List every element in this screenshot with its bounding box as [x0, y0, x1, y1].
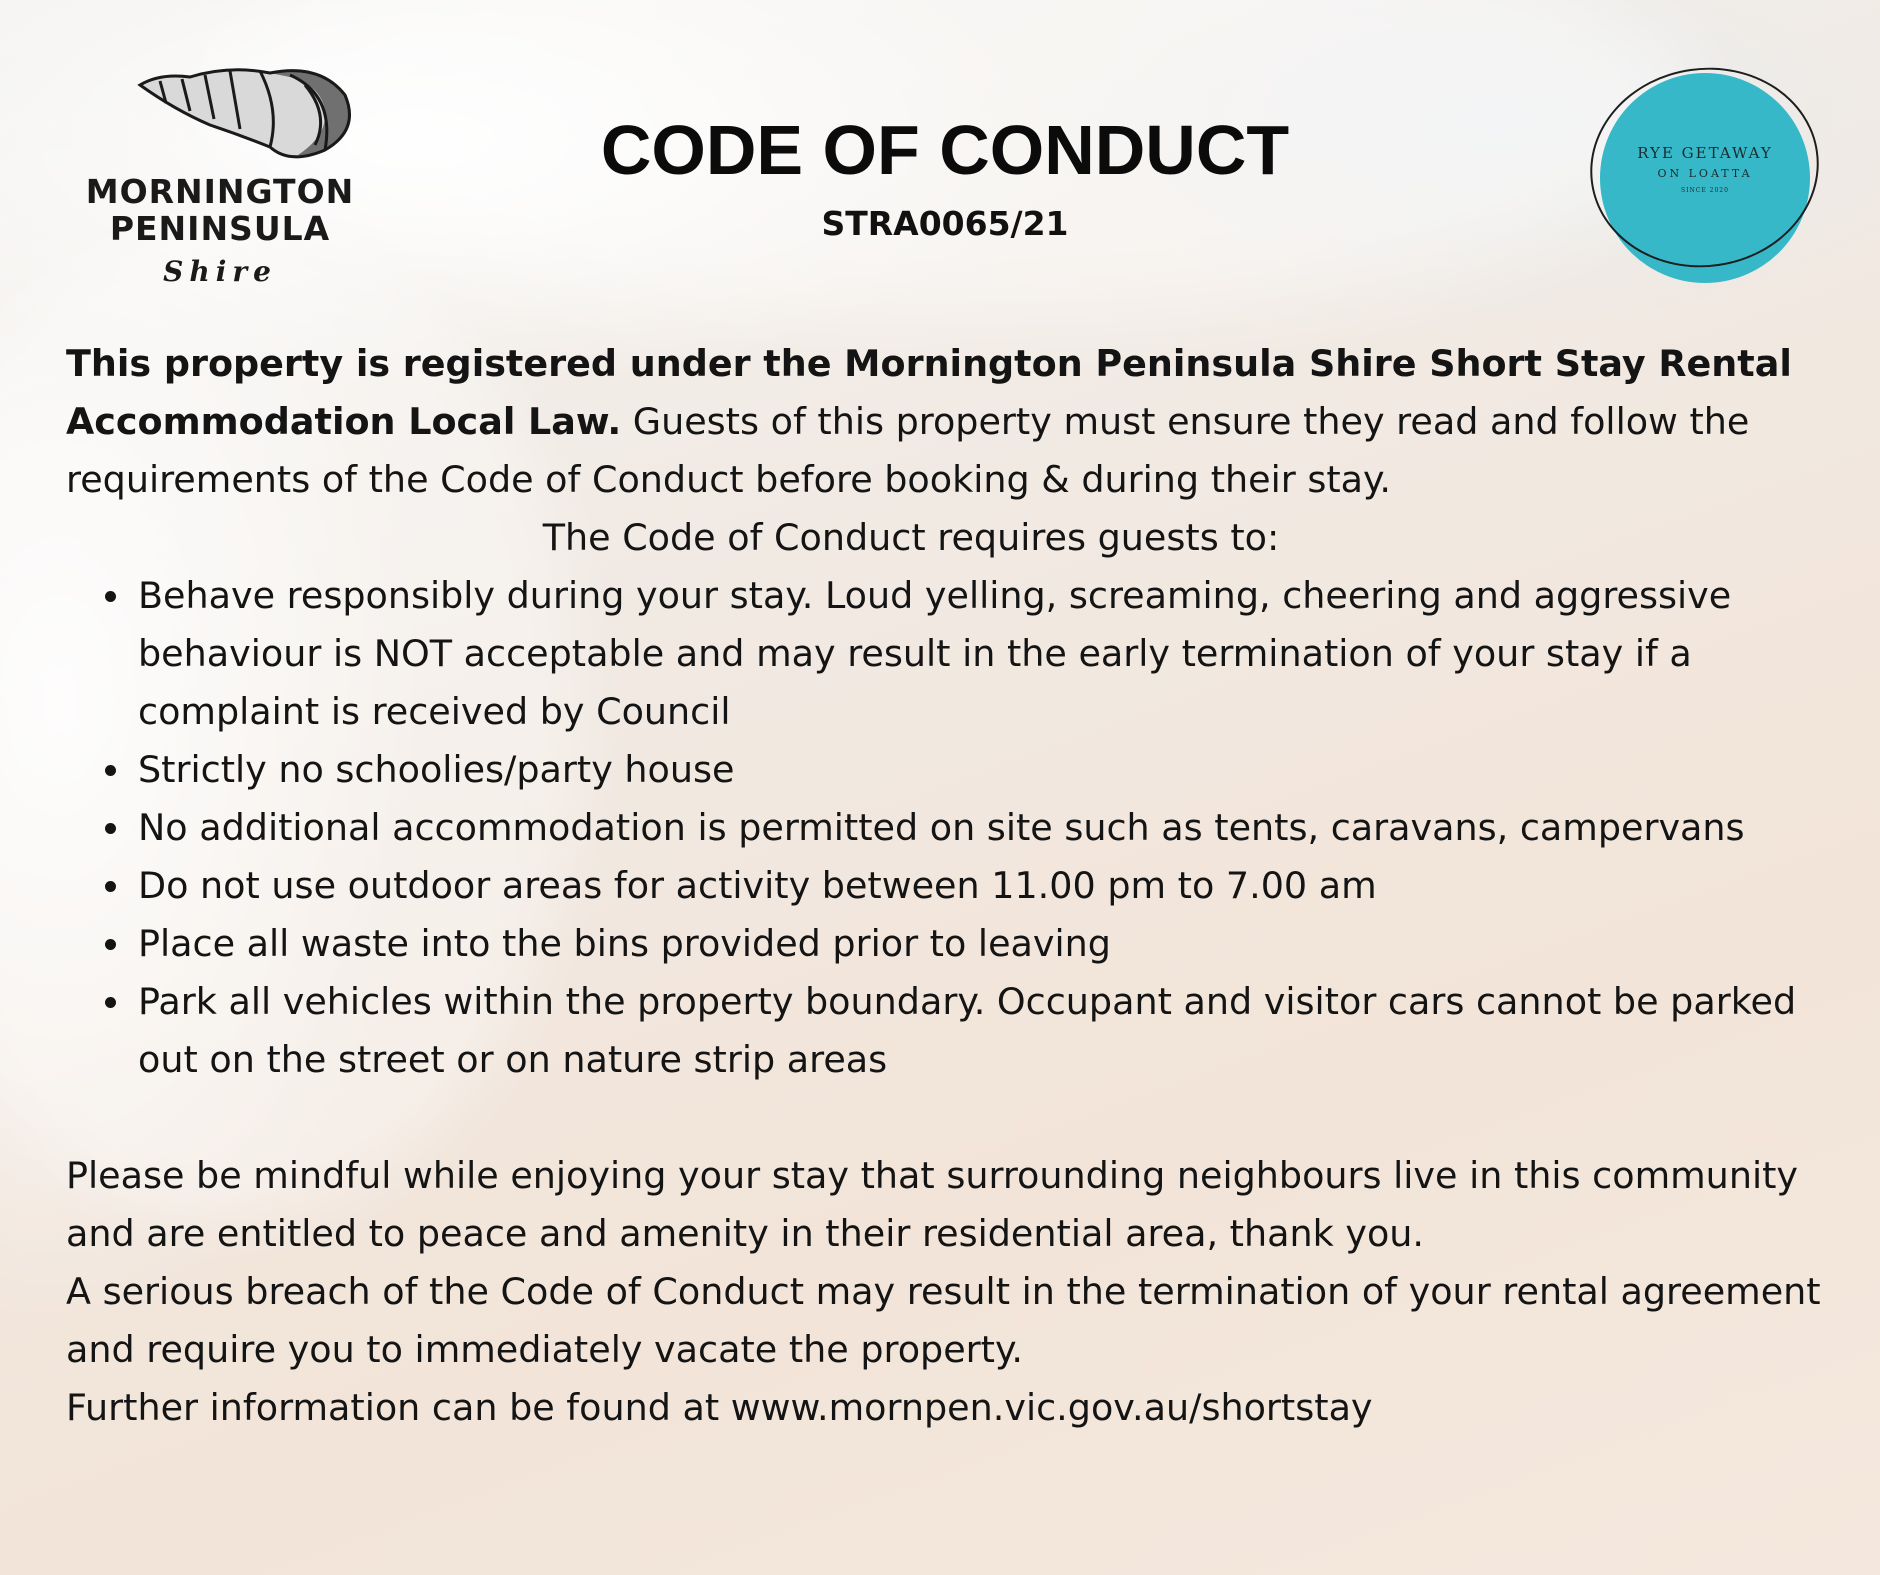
badge-line1: RYE GETAWAY [1637, 144, 1773, 162]
logo-name-line2: PENINSULA [109, 209, 331, 248]
closing-paragraph-2: A serious breach of the Code of Conduct may result in the termination of your rental agreement and require you to immediately vacate the property. [66, 1270, 1821, 1371]
list-item: Behave responsibly during your stay. Loud yelling, screaming, cheering and aggressive behaviour is NOT acceptable and may result in the early termination of your stay if a complaint is received by Council [138, 567, 1846, 741]
badge-line2: ON LOATTA [1657, 167, 1753, 180]
intro-bold: This property is registered under the Mornington Peninsula Shire Short Stay Rental Accommodation Local Law. [66, 342, 1792, 443]
list-item: Park all vehicles within the property boundary. Occupant and visitor cars cannot be parked out on the street or on nature strip areas [138, 973, 1846, 1089]
notice-body [66, 335, 1846, 1437]
intro-text: Guests of this property must ensure they read and follow the requirements of the Code of Conduct before booking & during their stay. [66, 400, 1750, 501]
rye-getaway-badge [1590, 68, 1815, 268]
list-item: Place all waste into the bins provided prior to leaving [138, 915, 1846, 973]
mornington-peninsula-logo [50, 55, 390, 300]
closing-paragraph-3: Further information can be found at www.mornpen.vic.gov.au/shortstay [66, 1386, 1373, 1429]
page-title: CODE OF CONDUCT [600, 111, 1290, 189]
closing-paragraph-1: Please be mindful while enjoying your stay that surrounding neighbours live in this community and are entitled to peace and amenity in their residential area, thank you. [66, 1154, 1799, 1255]
shell-icon [130, 55, 360, 165]
logo-name [50, 173, 390, 247]
list-item: Do not use outdoor areas for activity between 11.00 pm to 7.00 am [138, 857, 1846, 915]
rules-list [66, 567, 1846, 1089]
rules-lead: The Code of Conduct requires guests to: [542, 516, 1280, 559]
registration-code: STRA0065/21 [821, 204, 1069, 243]
badge-line3: SINCE 2020 [1681, 187, 1729, 194]
logo-subtitle: Shire [163, 255, 277, 288]
list-item: No additional accommodation is permitted on site such as tents, caravans, campervans [138, 799, 1846, 857]
list-item: Strictly no schoolies/party house [138, 741, 1846, 799]
closing-section [66, 1147, 1846, 1437]
logo-name-line1: MORNINGTON [85, 172, 355, 211]
intro-paragraph [66, 335, 1846, 509]
